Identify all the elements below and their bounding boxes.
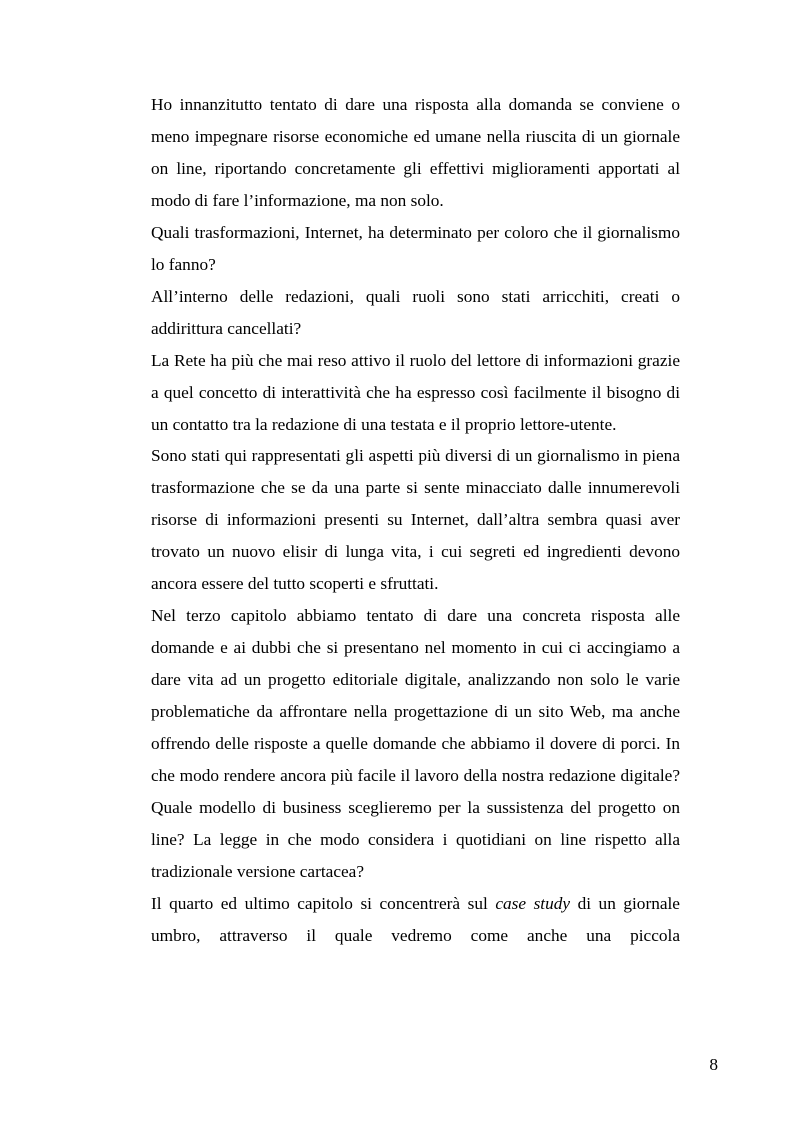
paragraph-4: La Rete ha più che mai reso attivo il ruolo del lettore di informazioni grazie a quel concetto di interattività che ha espresso così facilmente il bisogno di un contatto tra la redazione di una testata e il proprio lettore-utente. [151, 350, 680, 434]
paragraph-7-start: Il quarto ed ultimo capitolo si concentrerà sul [151, 893, 496, 913]
paragraph-2: Quali trasformazioni, Internet, ha determinato per coloro che il giornalismo lo fanno? [151, 222, 680, 274]
body-text [151, 89, 680, 952]
paragraph-7-end: di un giornale umbro, attraverso il quale vedremo come anche una piccola [151, 893, 680, 945]
case-study-term: case study [495, 893, 571, 913]
paragraph-7 [151, 888, 680, 952]
paragraph-5: Sono stati qui rappresentati gli aspetti più diversi di un giornalismo in piena trasformazione che se da una parte si sente minacciato dalle innumerevoli risorse di informazioni presenti su Internet, dall’altra sembra quasi aver trovato un nuovo elisir di lunga vita, i cui segreti ed ingredienti devono ancora essere del tutto scoperti e sfruttati. [151, 446, 680, 594]
page-number: 8 [709, 1055, 718, 1074]
paragraph-1: Ho innanzitutto tentato di dare una risposta alla domanda se conviene o meno impegnare risorse economiche ed umane nella riuscita di un giornale on line, riportando concretamente gli effettivi miglioramenti apportati al modo di fare l’informazione, ma non solo. [151, 95, 680, 210]
paragraph-3: All’interno delle redazioni, quali ruoli sono stati arricchiti, creati o addirittura cancellati? [151, 286, 680, 338]
paragraph-6: Nel terzo capitolo abbiamo tentato di dare una concreta risposta alle domande e ai dubbi che si presentano nel momento in cui ci accingiamo a dare vita ad un progetto editoriale digitale, analizzando non solo le varie problematiche da affrontare nella progettazione di un sito Web, ma anche offrendo delle risposte a quelle domande che abbiamo il dovere di porci. In che modo rendere ancora più facile il lavoro della nostra redazione digitale? Quale modello di business sceglieremo per la sussistenza del progetto on line? La legge in che modo considera i quotidiani on line rispetto alla tradizionale versione cartacea? [151, 606, 680, 881]
